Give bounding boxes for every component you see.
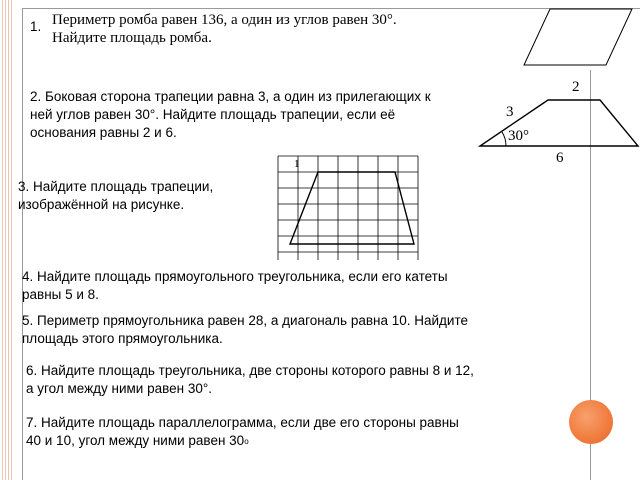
grid-unit-label: 1	[294, 158, 300, 170]
problem-7-line2-text: 40 и 10, угол между ними равен 30	[26, 433, 245, 448]
problem-1-number: 1.	[30, 19, 42, 34]
problem-6-line1: 6. Найдите площадь треугольника, две стороны которого равны 8 и 12,	[26, 363, 474, 378]
problem-3-line2: изображённой на рисунке.	[18, 197, 185, 212]
problem-2-line3: основания равны 2 и 6.	[30, 125, 177, 140]
problem-1-line2: Найдите площадь ромба.	[52, 30, 212, 46]
problem-5-line1: 5. Периметр прямоугольника равен 28, а диагональ равна 10. Найдите	[22, 313, 469, 328]
trapezoid-bottom-label: 6	[556, 150, 564, 166]
problem-4-line2: равны 5 и 8.	[22, 287, 99, 302]
problem-2-line1: 2. Боковая сторона трапеции равна 3, а один из прилегающих к	[30, 89, 431, 104]
trapezoid-angle-label: 30°	[508, 128, 529, 144]
decorative-orange-circle	[569, 400, 613, 444]
problem-7-line1: 7. Найдите площадь параллелограмма, если две его стороны равны	[26, 415, 459, 430]
rhombus-figure	[518, 6, 638, 68]
frame-left-line	[22, 8, 23, 480]
problem-7-degree: о	[244, 437, 249, 446]
problem-4-line1: 4. Найдите площадь прямоугольного треугольника, если его катеты	[22, 269, 448, 284]
problem-6-line2: а угол между ними равен 30°.	[26, 381, 213, 396]
grid-trapezoid-figure	[270, 154, 430, 262]
problem-3-line1: 3. Найдите площадь трапеции,	[18, 179, 214, 194]
trapezoid-side-label: 3	[506, 104, 514, 120]
problem-5-line2: площадь этого прямоугольника.	[22, 331, 223, 346]
decorative-stripes	[0, 0, 14, 480]
problem-1-line1: Периметр ромба равен 136, а один из углов равен 30°.	[52, 12, 397, 28]
problem-2-line2: ней углов равен 30°. Найдите площадь трапеции, если её	[30, 107, 396, 122]
trapezoid-figure	[474, 72, 640, 164]
trapezoid-top-label: 2	[572, 79, 580, 95]
problem-7-line2	[26, 432, 249, 450]
